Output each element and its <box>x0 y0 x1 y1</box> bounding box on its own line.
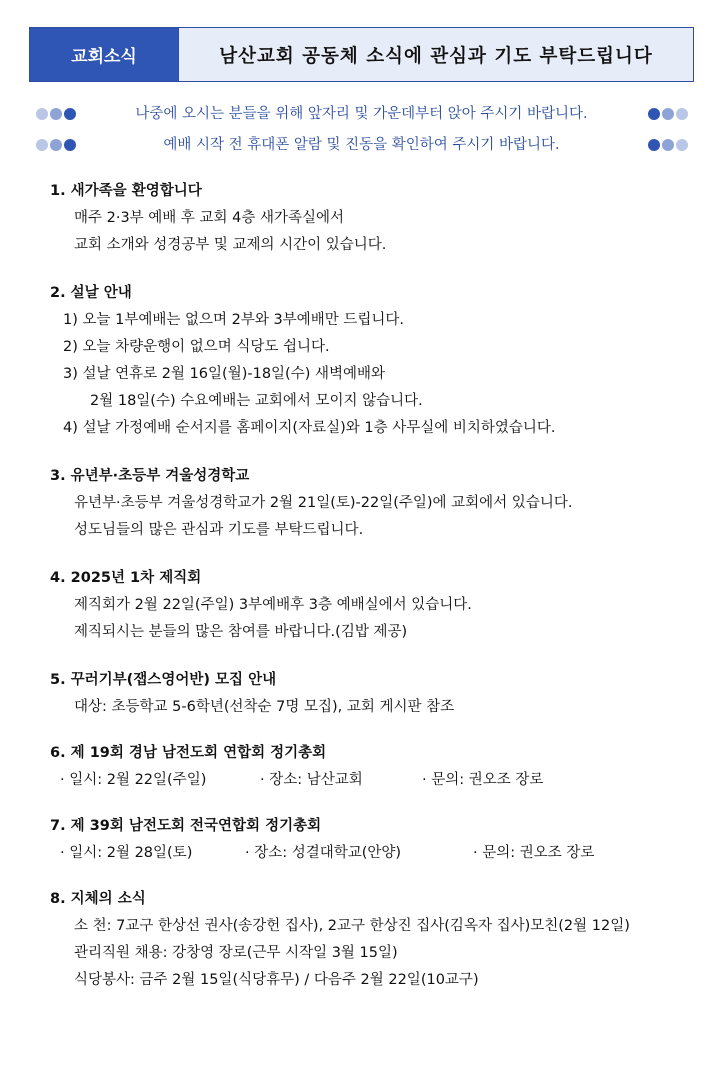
notice-2 <box>0 135 723 155</box>
section-line: 관리직원 채용: 강창영 장로(근무 시작일 3월 15일) <box>74 945 398 961</box>
section-title: 8. 지체의 소식 <box>50 891 146 907</box>
section-national-assembly <box>50 813 710 867</box>
section-item: 2월 18일(수) 수요예배는 교회에서 모이지 않습니다. <box>90 393 423 409</box>
section-line: 매주 2·3부 예배 후 교회 4층 새가족실에서 <box>74 210 345 226</box>
section-line: 식당봉사: 금주 2월 15일(식당휴무) / 다음주 2월 22일(10교구) <box>74 972 479 988</box>
section-line: 제직회가 2월 22일(주일) 3부예배후 3층 예배실에서 있습니다. <box>74 597 472 613</box>
news-content <box>50 178 710 994</box>
header-tag: 교회소식 <box>30 28 178 81</box>
section-line: 유년부·초등부 겨울성경학교가 2월 21일(토)-22일(주일)에 교회에서 있습니다. <box>74 495 573 511</box>
section-bible-school <box>50 463 710 544</box>
event-info-row <box>50 767 710 794</box>
section-gyeongnam-assembly <box>50 740 710 794</box>
section-new-family <box>50 178 710 259</box>
event-place: · 장소: 성결대학교(안양) <box>245 845 402 861</box>
section-line: 교회 소개와 성경공부 및 교제의 시간이 있습니다. <box>74 237 387 253</box>
dots-right-icon <box>648 139 688 151</box>
event-date: · 일시: 2월 22일(주일) <box>60 772 207 788</box>
section-line: 대상: 초등학교 5-6학년(선착순 7명 모집), 교회 게시판 참조 <box>74 699 455 715</box>
section-line: 소 천: 7교구 한상선 권사(송강헌 집사), 2교구 한상진 집사(김옥자 집사)모친(2월 12일) <box>74 918 630 934</box>
section-line: 성도님들의 많은 관심과 기도를 부탁드립니다. <box>74 522 364 538</box>
section-title: 6. 제 19회 경남 남전도회 연합회 정기총회 <box>50 745 327 761</box>
header-banner <box>29 27 694 82</box>
section-seollal <box>50 280 710 442</box>
section-members-news <box>50 886 710 994</box>
event-contact: · 문의: 권오조 장로 <box>422 772 544 788</box>
section-title: 1. 새가족을 환영합니다 <box>50 183 202 199</box>
section-title: 7. 제 39회 남전도회 전국연합회 정기총회 <box>50 818 322 834</box>
dots-right-icon <box>648 108 688 120</box>
section-recruitment <box>50 667 710 721</box>
header-title: 남산교회 공동체 소식에 관심과 기도 부탁드립니다 <box>178 28 693 81</box>
notice-text: 나중에 오시는 분들을 위해 앞자리 및 가운데부터 앉아 주시기 바랍니다. <box>135 106 588 122</box>
section-item: 1) 오늘 1부예배는 없으며 2부와 3부예배만 드립니다. <box>63 312 404 328</box>
event-contact: · 문의: 권오조 장로 <box>473 845 595 861</box>
notice-1 <box>0 104 723 124</box>
notice-text: 예배 시작 전 휴대폰 알람 및 진동을 확인하여 주시기 바랍니다. <box>163 137 560 153</box>
section-title: 5. 꾸러기부(잽스영어반) 모집 안내 <box>50 672 277 688</box>
event-place: · 장소: 남산교회 <box>260 772 363 788</box>
section-line: 제직되시는 분들의 많은 참여를 바랍니다.(김밥 제공) <box>74 624 408 640</box>
section-officers-meeting <box>50 565 710 646</box>
section-title: 4. 2025년 1차 제직회 <box>50 570 202 586</box>
event-date: · 일시: 2월 28일(토) <box>60 845 193 861</box>
section-title: 2. 설날 안내 <box>50 285 132 301</box>
section-item: 3) 설날 연휴로 2월 16일(월)-18일(수) 새벽예배와 <box>63 366 386 382</box>
event-info-row <box>50 840 710 867</box>
section-item: 4) 설날 가정예배 순서지를 홈페이지(자료실)와 1층 사무실에 비치하였습니다. <box>63 420 556 436</box>
section-title: 3. 유년부·초등부 겨울성경학교 <box>50 468 250 484</box>
section-item: 2) 오늘 차량운행이 없으며 식당도 쉽니다. <box>63 339 330 355</box>
dots-left-icon <box>36 108 76 120</box>
dots-left-icon <box>36 139 76 151</box>
